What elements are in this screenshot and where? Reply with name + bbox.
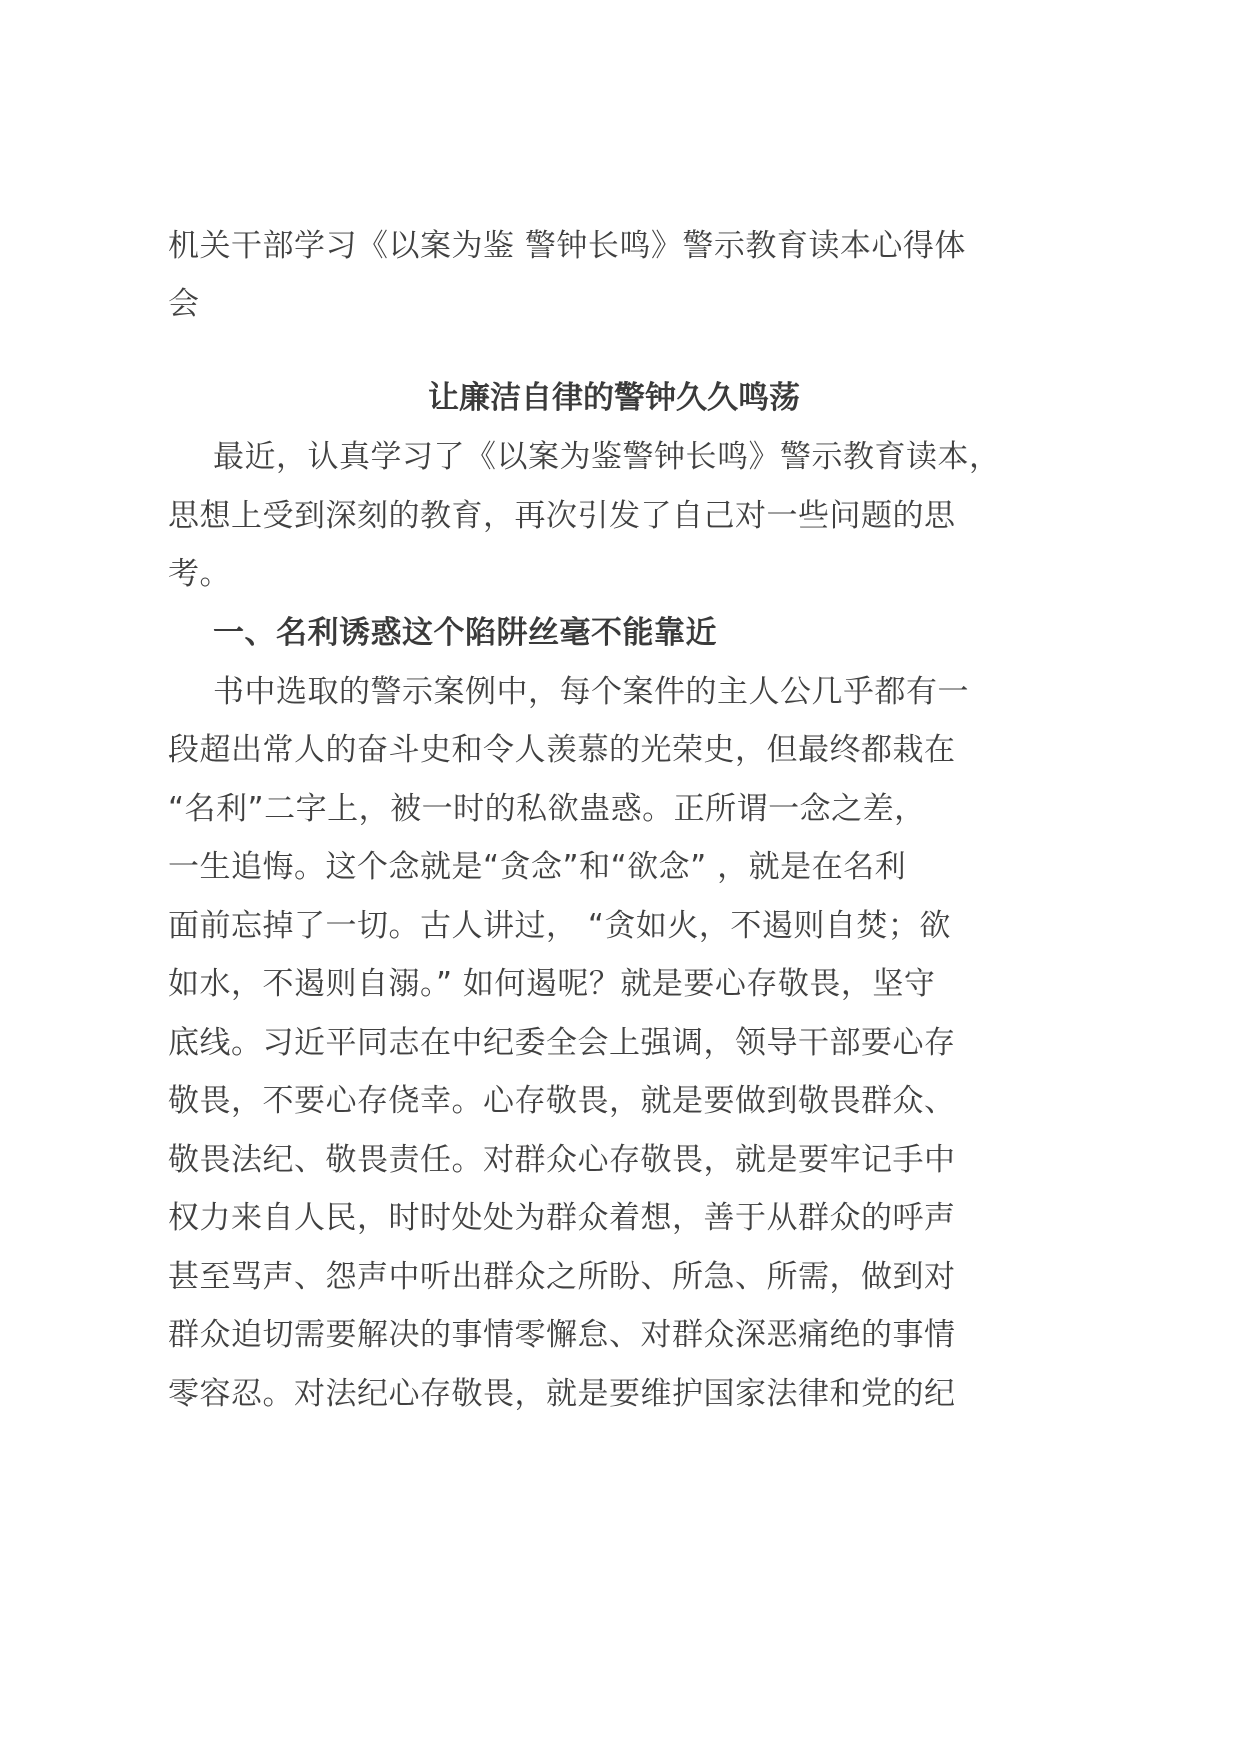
intro-line-2: 思想上受到深刻的教育，再次引发了自己对一些问题的思 <box>168 498 956 534</box>
body-line-12: 群众迫切需要解决的事情零懈怠、对群众深恶痛绝的事情 <box>168 1317 956 1353</box>
document-title-line-2: 会 <box>168 286 200 322</box>
body-line-5: 面前忘掉了一切。古人讲过， “贪如火，不遏则自焚；欲 <box>168 908 951 944</box>
body-line-4: 一生追悔。这个念就是“贪念”和“欲念” ，就是在名利 <box>168 849 907 885</box>
document-title-line-1: 机关干部学习《以案为鉴 警钟长鸣》警示教育读本心得体 <box>168 228 966 264</box>
body-line-7: 底线。习近平同志在中纪委全会上强调，领导干部要心存 <box>168 1025 956 1061</box>
body-line-11: 甚至骂声、怨声中听出群众之所盼、所急、所需，做到对 <box>168 1259 956 1295</box>
body-line-2: 段超出常人的奋斗史和令人羡慕的光荣史，但最终都栽在 <box>168 732 956 768</box>
document-subtitle: 让廉洁自律的警钟久久鸣荡 <box>428 380 800 416</box>
body-line-10: 权力来自人民，时时处处为群众着想，善于从群众的呼声 <box>168 1200 956 1236</box>
body-line-1: 书中选取的警示案例中，每个案件的主人公几乎都有一 <box>213 674 969 710</box>
intro-line-1: 最近，认真学习了《以案为鉴警钟长鸣》警示教育读本， <box>213 439 1001 475</box>
intro-line-3: 考。 <box>168 556 231 592</box>
body-line-6: 如水，不遏则自溺。” 如何遏呢？就是要心存敬畏，坚守 <box>168 966 936 1002</box>
section-heading: 一、名利诱惑这个陷阱丝毫不能靠近 <box>213 615 717 651</box>
body-line-8: 敬畏，不要心存侥幸。心存敬畏，就是要做到敬畏群众、 <box>168 1083 956 1119</box>
body-line-9: 敬畏法纪、敬畏责任。对群众心存敬畏，就是要牢记手中 <box>168 1142 956 1178</box>
body-line-13: 零容忍。对法纪心存敬畏，就是要维护国家法律和党的纪 <box>168 1376 956 1412</box>
body-line-3: “名利”二字上，被一时的私欲蛊惑。正所谓一念之差， <box>168 791 926 827</box>
